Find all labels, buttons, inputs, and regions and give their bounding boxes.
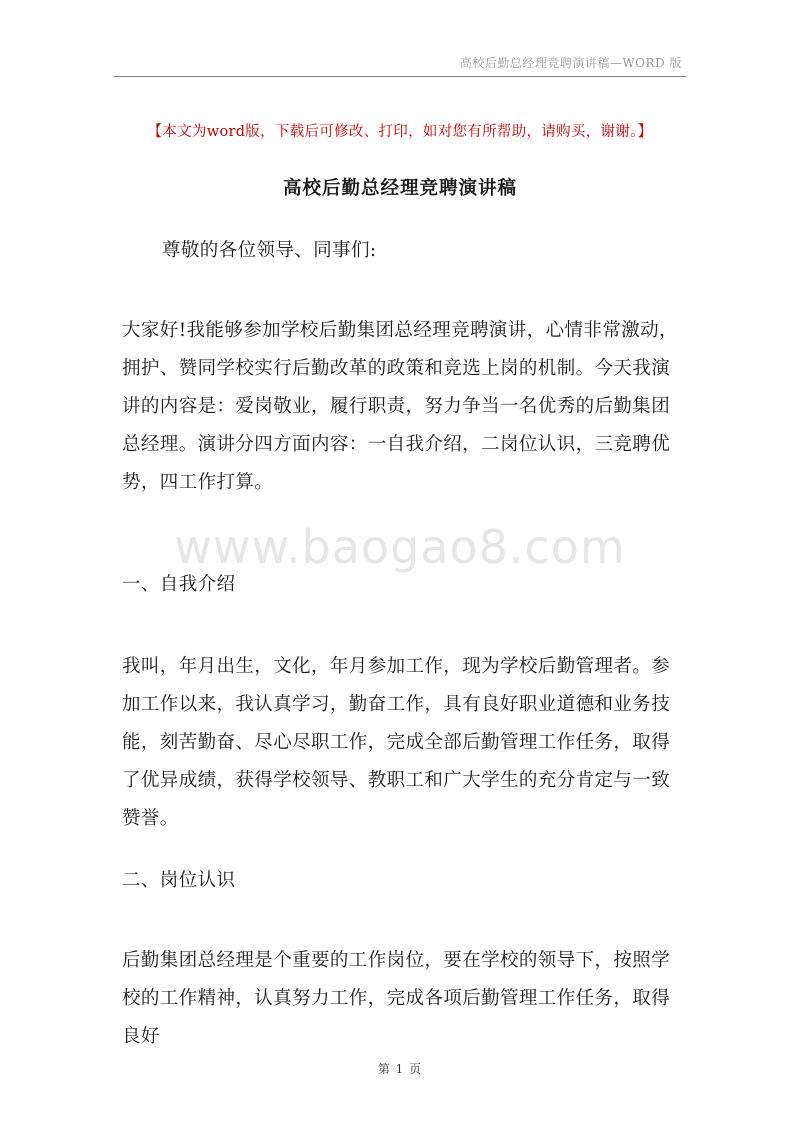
header-divider bbox=[114, 76, 686, 77]
paragraph-intro: 大家好!我能够参加学校后勤集团总经理竞聘演讲，心情非常激动，拥护、赞同学校实行后勤改革的政策和竞选上岗的机制。今天我演讲的内容是：爱岗敬业，履行职责，努力争当一名优秀的后勤集团总经理。演讲分四方面内容：一自我介绍，二岗位认识，三竞聘优势，四工作打算。 bbox=[122, 320, 678, 493]
watermark: www.baogao8.com bbox=[174, 520, 626, 574]
section-heading-position: 二、岗位认识 bbox=[122, 870, 236, 891]
document-title: 高校后勤总经理竞聘演讲稿 bbox=[282, 178, 517, 199]
page-number: 第 1 页 bbox=[377, 1062, 423, 1076]
paragraph-position: 后勤集团总经理是个重要的工作岗位，要在学校的领导下，按照学校的工作精神，认真努力工作，完成各项后勤管理工作任务，取得良好 bbox=[122, 950, 671, 1047]
running-header: 高校后勤总经理竞聘演讲稿—WORD 版 bbox=[459, 56, 682, 70]
purchase-notice: 【本文为word版，下载后可修改、打印，如对您有所帮助，请购买，谢谢。】 bbox=[147, 124, 653, 140]
section-heading-self-intro: 一、自我介绍 bbox=[122, 574, 236, 595]
paragraph-self-intro: 我叫，年月出生，文化，年月参加工作，现为学校后勤管理者。参加工作以来，我认真学习，勤奋工作，具有良好职业道德和业务技能，刻苦勤奋、尽心尽职工作，完成全部后勤管理工作任务，取得了优异成绩，获得学校领导、教职工和广大学生的充分肯定与一致赞誉。 bbox=[122, 656, 671, 829]
greeting: 尊敬的各位领导、同事们: bbox=[162, 240, 377, 261]
